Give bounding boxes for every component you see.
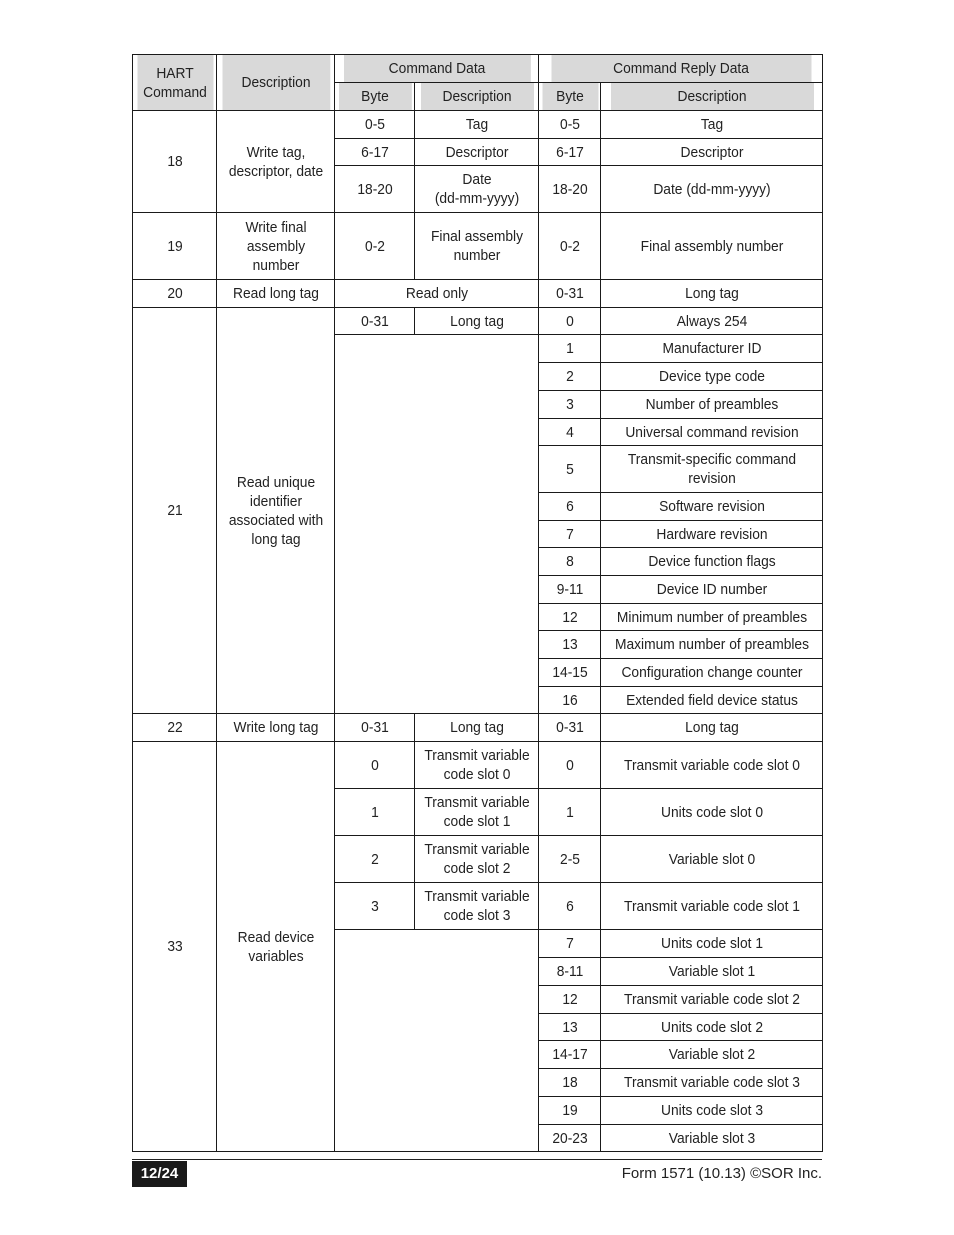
command-data-description: Descriptor bbox=[419, 139, 533, 166]
command-description: Write long tag bbox=[221, 714, 330, 742]
reply-data-description: Configuration change counter bbox=[609, 659, 813, 687]
reply-data-description: Software revision bbox=[609, 493, 813, 521]
reply-byte: 6-17 bbox=[541, 139, 598, 166]
reply-byte: 2-5 bbox=[541, 836, 598, 883]
reply-byte: 12 bbox=[541, 986, 598, 1014]
reply-data-description: Tag bbox=[609, 111, 813, 139]
header-command-description: Description bbox=[419, 83, 533, 111]
reply-byte: 13 bbox=[541, 631, 598, 659]
reply-data-description: Units code slot 2 bbox=[609, 1014, 813, 1041]
reply-data-description: Variable slot 2 bbox=[609, 1041, 813, 1069]
reply-data-description: Extended field device status bbox=[609, 687, 813, 714]
hart-command-number: 20 bbox=[136, 280, 213, 308]
table-row bbox=[133, 111, 823, 139]
table-header bbox=[133, 55, 823, 111]
reply-data-description: Final assembly number bbox=[609, 213, 813, 280]
command-data-description: Final assembly number bbox=[419, 213, 533, 280]
reply-data-description: Variable slot 0 bbox=[609, 836, 813, 883]
reply-data-description: Transmit variable code slot 2 bbox=[609, 986, 813, 1014]
command-description: Read long tag bbox=[221, 280, 330, 308]
reply-byte: 13 bbox=[541, 1014, 598, 1041]
hart-command-table bbox=[132, 54, 823, 1152]
reply-data-description: Variable slot 1 bbox=[609, 958, 813, 986]
reply-byte: 8 bbox=[541, 548, 598, 576]
reply-data-description: Universal command revision bbox=[609, 419, 813, 446]
reply-byte: 0-5 bbox=[541, 111, 598, 139]
reply-byte: 6 bbox=[541, 883, 598, 930]
reply-data-description: Device type code bbox=[609, 363, 813, 391]
table-row bbox=[133, 714, 823, 742]
reply-data-description: Always 254 bbox=[609, 308, 813, 335]
command-data-description: Transmit variable code slot 0 bbox=[419, 742, 533, 789]
reply-data-description: Long tag bbox=[609, 714, 813, 742]
reply-byte: 0-31 bbox=[541, 714, 598, 742]
command-data-description: Transmit variable code slot 2 bbox=[419, 836, 533, 883]
reply-byte: 3 bbox=[541, 391, 598, 419]
command-byte: 6-17 bbox=[338, 139, 412, 166]
reply-data-description: Number of preambles bbox=[609, 391, 813, 419]
command-description: Write final assembly number bbox=[221, 213, 330, 280]
command-byte: 2 bbox=[338, 836, 412, 883]
footer-rule bbox=[132, 1159, 822, 1160]
command-description: Write tag, descriptor, date bbox=[221, 111, 330, 213]
reply-data-description: Units code slot 1 bbox=[609, 930, 813, 958]
reply-byte: 14-17 bbox=[541, 1041, 598, 1069]
header-reply-description: Description bbox=[609, 83, 813, 111]
reply-byte: 0-31 bbox=[541, 280, 598, 308]
reply-byte: 6 bbox=[541, 493, 598, 521]
header-reply-byte: Byte bbox=[541, 83, 598, 111]
reply-data-description: Device ID number bbox=[609, 576, 813, 604]
command-data-description: Transmit variable code slot 1 bbox=[419, 789, 533, 836]
reply-byte: 8-11 bbox=[541, 958, 598, 986]
reply-data-description: Units code slot 0 bbox=[609, 789, 813, 836]
table-row bbox=[133, 308, 823, 335]
hart-command-number: 33 bbox=[136, 742, 213, 1152]
header-description: Description bbox=[221, 55, 330, 111]
command-description: Read unique identifier associated with long tag bbox=[221, 308, 330, 714]
command-byte: 0-31 bbox=[338, 714, 412, 742]
hart-command-number: 19 bbox=[136, 213, 213, 280]
reply-byte: 0 bbox=[541, 308, 598, 335]
command-data-description: Tag bbox=[419, 111, 533, 139]
reply-byte: 7 bbox=[541, 521, 598, 548]
command-data-empty bbox=[343, 335, 531, 714]
table-row bbox=[133, 280, 823, 308]
command-byte: 0-5 bbox=[338, 111, 412, 139]
command-byte: 0 bbox=[338, 742, 412, 789]
reply-byte: 1 bbox=[541, 335, 598, 363]
command-description: Read device variables bbox=[221, 742, 330, 1152]
reply-data-description: Date (dd-mm-yyyy) bbox=[609, 166, 813, 213]
header-hart-command: HART Command bbox=[136, 55, 213, 111]
reply-byte: 2 bbox=[541, 363, 598, 391]
header-command-data: Command Data bbox=[343, 55, 531, 83]
hart-command-number: 18 bbox=[136, 111, 213, 213]
reply-data-description: Transmit variable code slot 1 bbox=[609, 883, 813, 930]
reply-data-description: Units code slot 3 bbox=[609, 1097, 813, 1125]
reply-data-description: Minimum number of preambles bbox=[609, 604, 813, 631]
command-byte: 0-31 bbox=[338, 308, 412, 335]
reply-byte: 7 bbox=[541, 930, 598, 958]
table-row bbox=[133, 742, 823, 789]
reply-data-description: Transmit variable code slot 3 bbox=[609, 1069, 813, 1097]
header-command-byte: Byte bbox=[338, 83, 412, 111]
command-byte: 3 bbox=[338, 883, 412, 930]
reply-data-description: Transmit-specific command revision bbox=[609, 446, 813, 493]
reply-byte: 18-20 bbox=[541, 166, 598, 213]
page-number: 12/24 bbox=[132, 1161, 187, 1187]
reply-byte: 19 bbox=[541, 1097, 598, 1125]
command-data-span: Read only bbox=[343, 280, 531, 308]
command-byte: 0-2 bbox=[338, 213, 412, 280]
command-data-description: Date (dd-mm-yyyy) bbox=[419, 166, 533, 213]
command-data-description: Long tag bbox=[419, 714, 533, 742]
hart-command-number: 22 bbox=[136, 714, 213, 742]
reply-data-description: Device function flags bbox=[609, 548, 813, 576]
reply-data-description: Manufacturer ID bbox=[609, 335, 813, 363]
header-command-reply-data: Command Reply Data bbox=[550, 55, 811, 83]
reply-data-description: Variable slot 3 bbox=[609, 1125, 813, 1152]
reply-byte: 0-2 bbox=[541, 213, 598, 280]
reply-byte: 4 bbox=[541, 419, 598, 446]
reply-data-description: Hardware revision bbox=[609, 521, 813, 548]
reply-byte: 14-15 bbox=[541, 659, 598, 687]
table-row bbox=[133, 213, 823, 280]
command-data-description: Long tag bbox=[419, 308, 533, 335]
reply-byte: 18 bbox=[541, 1069, 598, 1097]
reply-byte: 9-11 bbox=[541, 576, 598, 604]
command-byte: 18-20 bbox=[338, 166, 412, 213]
reply-data-description: Descriptor bbox=[609, 139, 813, 166]
reply-byte: 5 bbox=[541, 446, 598, 493]
reply-data-description: Transmit variable code slot 0 bbox=[609, 742, 813, 789]
reply-byte: 0 bbox=[541, 742, 598, 789]
reply-byte: 16 bbox=[541, 687, 598, 714]
reply-byte: 20-23 bbox=[541, 1125, 598, 1152]
hart-command-number: 21 bbox=[136, 308, 213, 714]
reply-data-description: Long tag bbox=[609, 280, 813, 308]
command-byte: 1 bbox=[338, 789, 412, 836]
reply-byte: 12 bbox=[541, 604, 598, 631]
command-data-empty bbox=[343, 930, 531, 1152]
command-data-description: Transmit variable code slot 3 bbox=[419, 883, 533, 930]
reply-data-description: Maximum number of preambles bbox=[609, 631, 813, 659]
table-body bbox=[133, 111, 823, 1152]
reply-byte: 1 bbox=[541, 789, 598, 836]
form-reference: Form 1571 (10.13) ©SOR Inc. bbox=[621, 1165, 822, 1182]
